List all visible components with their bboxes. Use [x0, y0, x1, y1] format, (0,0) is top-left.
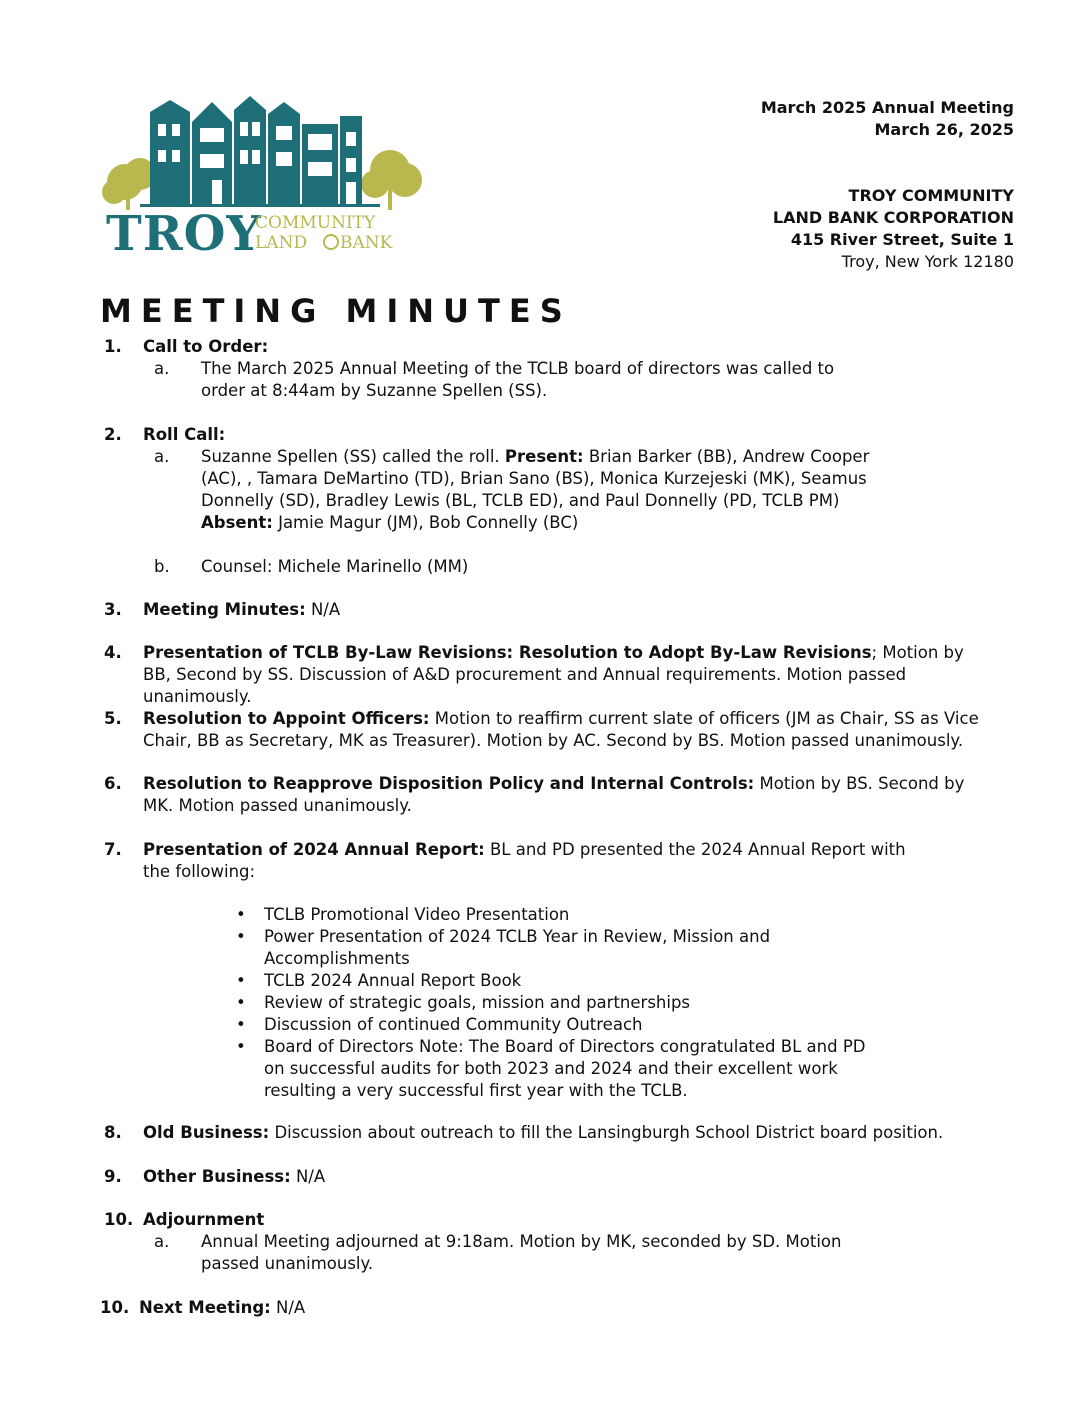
meeting-name: March 2025 Annual Meeting — [760, 98, 1014, 117]
item-text: N/A — [305, 600, 341, 619]
logo-word-community: COMMUNITY — [255, 213, 376, 233]
org-address-line1: 415 River Street, Suite 1 — [790, 230, 1014, 249]
document-header — [761, 97, 1014, 273]
item-text: ; Motion by BB, Second by SS. Discussion of A&D procurement and Annual requirements. Motion passed unanimously. — [143, 643, 964, 706]
troy-community-land-bank-logo — [100, 92, 430, 262]
org-name-line2: LAND BANK CORPORATION — [772, 208, 1014, 227]
absent-label: Absent: — [201, 513, 273, 532]
item-text: Discussion about outreach to fill the Lansingburgh School District board position. — [269, 1123, 944, 1142]
sub-letter: a. — [154, 359, 170, 378]
item-label: Meeting Minutes: — [143, 600, 306, 619]
list-item: • Board of Directors Note: The Board of Directors congratulated BL and PD on successful audits for both 2023 and 2024 and their excellent work resulting a very successful first year with the TCLB. — [236, 1037, 866, 1100]
item-label: Presentation of TCLB By-Law Revisions: Resolution to Adopt By-Law Revisions — [143, 643, 872, 662]
item-label: Resolution to Appoint Officers: — [143, 709, 430, 728]
logo-word-bank: BANK — [340, 233, 393, 253]
list-item: • Power Presentation of 2024 TCLB Year in Review, Mission and Accomplishments — [236, 927, 771, 968]
item-label: Next Meeting: — [139, 1298, 271, 1317]
item-number: 9. — [104, 1167, 122, 1186]
roll-call-intro: Suzanne Spellen (SS) called the roll. — [201, 447, 505, 466]
list-item: • Review of strategic goals, mission and partnerships — [236, 993, 691, 1012]
absent-list: Jamie Magur (JM), Bob Connelly (BC) — [272, 513, 579, 532]
item-number: 10. — [104, 1210, 134, 1229]
item-number: 10. — [100, 1298, 130, 1317]
item-label: Presentation of 2024 Annual Report: — [143, 840, 485, 859]
sub-text: Counsel: Michele Marinello (MM) — [201, 557, 469, 576]
list-item: • TCLB Promotional Video Presentation — [236, 905, 570, 924]
item-number: 8. — [104, 1123, 122, 1142]
logo-tree-icon — [324, 235, 338, 249]
item-number: 3. — [104, 600, 122, 619]
org-address-line2: Troy, New York 12180 — [841, 252, 1014, 271]
list-item: • Discussion of continued Community Outreach — [236, 1015, 643, 1034]
item-number: 5. — [104, 709, 122, 728]
item-label: Call to Order: — [143, 337, 269, 356]
item-label: Resolution to Reapprove Disposition Policy and Internal Controls: — [143, 774, 755, 793]
item-label: Roll Call: — [143, 425, 226, 444]
item-text: N/A — [290, 1167, 326, 1186]
item-label: Other Business: — [143, 1167, 291, 1186]
sub-text: The March 2025 Annual Meeting of the TCLB board of directors was called to order at 8:44am by Suzanne Spellen (SS). — [201, 359, 835, 400]
annual-report-bullets — [236, 904, 884, 1102]
sub-text — [201, 446, 871, 534]
item-number: 7. — [104, 840, 122, 859]
page-title: MEETING MINUTES — [100, 292, 572, 330]
item-number: 6. — [104, 774, 122, 793]
present-list: Brian Barker (BB), Andrew Cooper (AC), , Tamara DeMartino (TD), Brian Sano (BS), Monica Kurzejeski (MK), Seamus Donnelly (SD), Bradley Lewis (BL, TCLB ED), and Paul Donnelly (PD, TCLB PM) — [201, 447, 870, 510]
logo-word-troy: TROY — [106, 206, 262, 262]
item-number: 1. — [104, 337, 122, 356]
item-text: N/A — [270, 1298, 306, 1317]
logo-graphic — [100, 92, 430, 262]
item-text: Motion to reaffirm current slate of officers (JM as Chair, SS as Vice Chair, BB as Secretary, MK as Treasurer). Motion by AC. Second by BS. Motion passed unanimously. — [143, 709, 979, 750]
sub-letter: b. — [154, 557, 170, 576]
logo-word-land: LAND — [255, 233, 308, 253]
meeting-date: March 26, 2025 — [874, 120, 1014, 139]
item-number: 2. — [104, 425, 122, 444]
present-label: Present: — [504, 447, 584, 466]
item-label: Old Business: — [143, 1123, 270, 1142]
list-item: • TCLB 2024 Annual Report Book — [236, 971, 522, 990]
item-text: BL and PD presented the 2024 Annual Report with the following: — [143, 840, 906, 881]
item-text: Motion by BS. Second by MK. Motion passed unanimously. — [143, 774, 965, 815]
org-name-line1: TROY COMMUNITY — [848, 186, 1014, 205]
sub-letter: a. — [154, 1232, 170, 1251]
item-label: Adjournment — [143, 1210, 265, 1229]
sub-text: Annual Meeting adjourned at 9:18am. Motion by MK, seconded by SD. Motion passed unanimously. — [201, 1232, 842, 1273]
sub-letter: a. — [154, 447, 170, 466]
item-number: 4. — [104, 643, 122, 662]
